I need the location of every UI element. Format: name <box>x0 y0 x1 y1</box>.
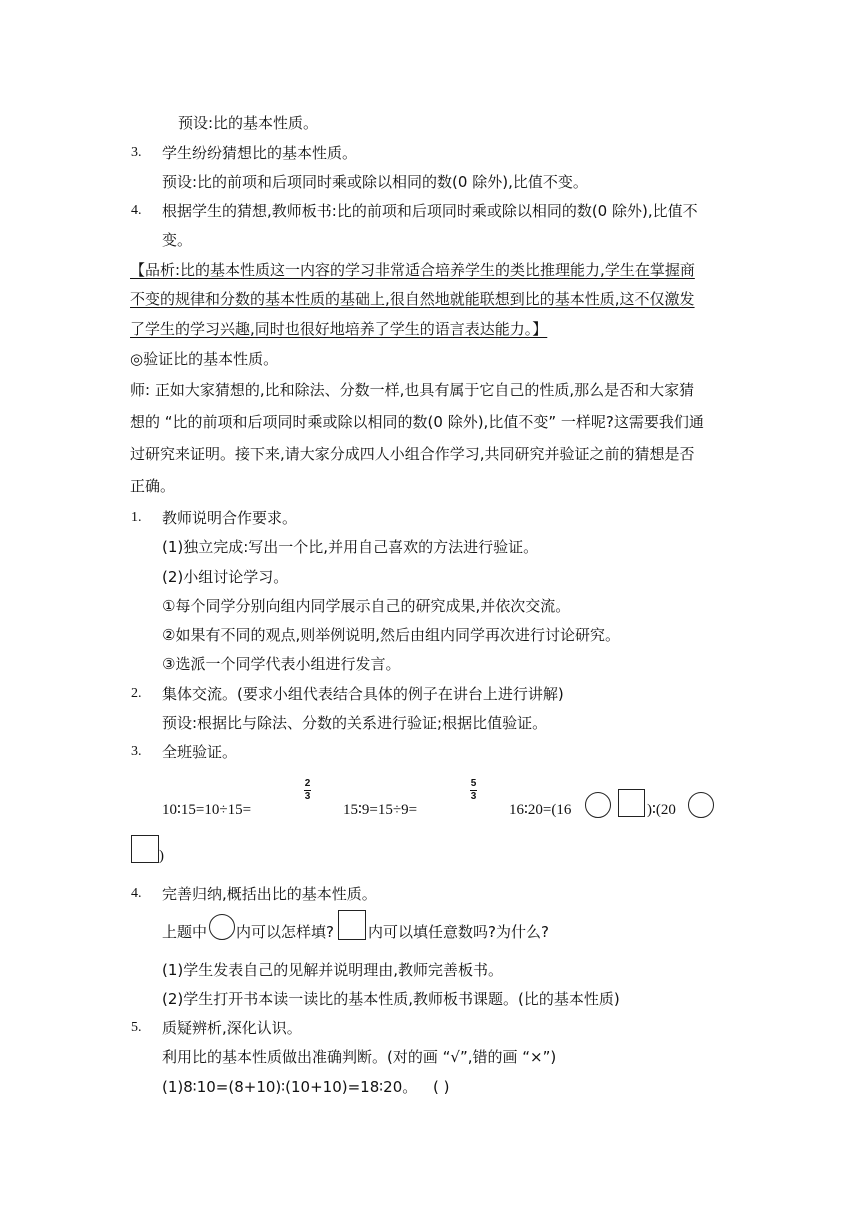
requirement-2a: ①每个同学分别向组内同学展示自己的研究成果,并依次交流。 <box>162 597 571 615</box>
blank-square[interactable] <box>338 910 366 940</box>
fraction-numerator: 2 <box>304 778 311 789</box>
judgment-item-1: (1)8∶10=(8+10)∶(10+10)=18∶20。 <box>162 1078 418 1096</box>
item-number: 1. <box>131 510 142 525</box>
fraction-numerator: 5 <box>470 778 477 789</box>
step-summary: 完善归纳,概括出比的基本性质。 <box>162 885 377 903</box>
step-requirements: 教师说明合作要求。 <box>162 509 298 527</box>
equation-3-mid: )∶(20 <box>647 802 676 818</box>
step-guess: 学生纷纷猜想比的基本性质。 <box>162 144 358 162</box>
preset-line-2: 预设:比的前项和后项同时乘或除以相同的数(0 除外),比值不变。 <box>162 173 588 191</box>
analysis-note-line-1: 【品析:比的基本性质这一内容的学习非常适合培养学生的类比推理能力,学生在掌握商 <box>130 261 695 279</box>
equation-2: 15∶9=15÷9= <box>343 802 418 818</box>
fraction-two-thirds <box>304 779 311 802</box>
fraction-five-thirds <box>470 779 477 802</box>
question-middle: 内可以怎样填? <box>236 923 334 941</box>
item-number: 3. <box>131 145 142 160</box>
teacher-paragraph-line-3: 过研究来证明。接下来,请大家分成四人小组合作学习,共同研究并验证之前的猜想是否 <box>130 445 695 463</box>
blank-circle[interactable] <box>585 792 611 818</box>
blank-circle[interactable] <box>209 914 235 940</box>
item-number: 5. <box>131 1020 142 1035</box>
item-number: 4. <box>131 203 142 218</box>
judgment-instruction: 利用比的基本性质做出准确判断。(对的画 “√”,错的画 “×”) <box>162 1048 557 1066</box>
preset-line-1: 预设:比的基本性质。 <box>178 114 319 132</box>
summary-2: (2)学生打开书本读一读比的基本性质,教师板书课题。(比的基本性质) <box>162 990 620 1008</box>
item-number: 2. <box>131 686 142 701</box>
step-exchange: 集体交流。(要求小组代表结合具体的例子在讲台上进行讲解) <box>162 685 564 703</box>
teacher-paragraph-line-2: 想的 “比的前项和后项同时乘或除以相同的数(0 除外),比值不变” 一样呢?这需要我们通 <box>130 413 704 431</box>
blank-square[interactable] <box>618 789 645 817</box>
teacher-paragraph-line-4: 正确。 <box>130 477 176 495</box>
section-heading: ◎验证比的基本性质。 <box>130 350 279 368</box>
summary-1: (1)学生发表自己的见解并说明理由,教师完善板书。 <box>162 961 504 979</box>
blank-circle[interactable] <box>688 792 714 818</box>
step-discussion: 质疑辨析,深化认识。 <box>162 1019 302 1037</box>
analysis-note-line-2: 不变的规律和分数的基本性质的基础上,很自然地就能联想到比的基本性质,这不仅激发 <box>130 290 695 308</box>
step-verify: 全班验证。 <box>162 743 238 761</box>
analysis-note-line-3: 了学生的学习兴趣,同时也很好地培养了学生的语言表达能力。】 <box>130 320 548 338</box>
requirement-2: (2)小组讨论学习。 <box>162 568 289 586</box>
blank-square[interactable] <box>131 835 159 863</box>
question-prefix: 上题中 <box>162 923 208 941</box>
equation-3-start: 16∶20=(16 <box>509 802 572 818</box>
requirement-2b: ②如果有不同的观点,则举例说明,然后由组内同学再次进行讨论研究。 <box>162 626 620 644</box>
step-board: 根据学生的猜想,教师板书:比的前项和后项同时乘或除以相同的数(0 除外),比值不 <box>162 202 698 220</box>
equation-3-end: ) <box>159 848 164 864</box>
item-number: 4. <box>131 886 142 901</box>
question-end: 内可以填任意数吗?为什么? <box>368 923 549 941</box>
requirement-1: (1)独立完成:写出一个比,并用自己喜欢的方法进行验证。 <box>162 538 539 556</box>
step-board-cont: 变。 <box>162 231 193 249</box>
answer-parentheses[interactable]: ( ) <box>433 1078 450 1096</box>
teacher-paragraph-line-1: 师: 正如大家猜想的,比和除法、分数一样,也具有属于它自己的性质,那么是否和大家猜 <box>130 381 695 399</box>
equation-1: 10∶15=10÷15= <box>162 802 252 818</box>
preset-line-3: 预设:根据比与除法、分数的关系进行验证;根据比值验证。 <box>162 714 548 732</box>
requirement-2c: ③选派一个同学代表小组进行发言。 <box>162 655 401 673</box>
item-number: 3. <box>131 744 142 759</box>
fraction-denominator: 3 <box>304 791 311 802</box>
fraction-denominator: 3 <box>470 791 477 802</box>
